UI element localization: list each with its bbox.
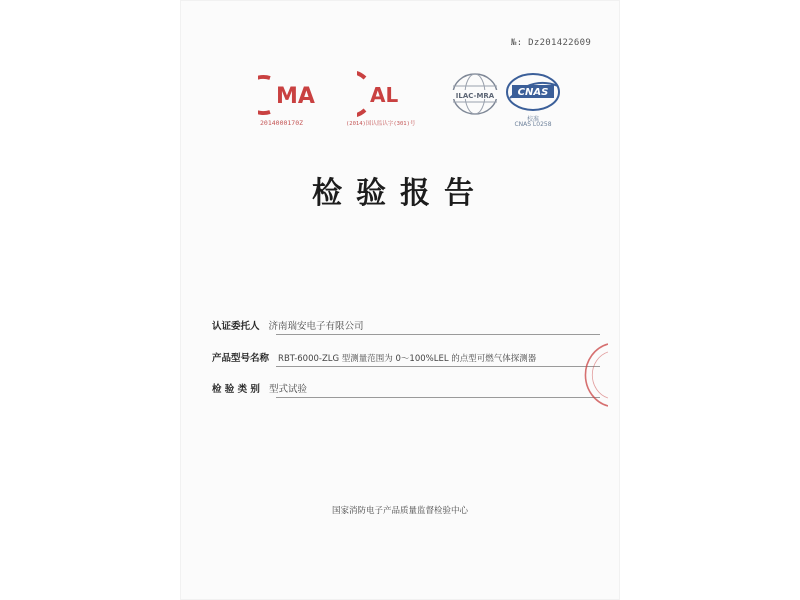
test-type-label: 检 验 类 别 bbox=[212, 384, 260, 395]
product-value: RBT-6000-ZLG 型测量范围为 0～100%LEL 的点型可燃气体探测器 bbox=[278, 354, 537, 364]
cal-mark-text: AL bbox=[370, 83, 399, 107]
cnas-sub-label: 校准 bbox=[526, 116, 539, 123]
client-label: 认证委托人 bbox=[212, 321, 260, 332]
ilac-text: ILAC-MRA bbox=[455, 92, 495, 100]
cma-mark-icon bbox=[258, 72, 328, 118]
cal-mark-icon bbox=[357, 68, 407, 120]
cnas-logo bbox=[502, 70, 564, 114]
report-number: №: Dz201422609 bbox=[511, 38, 592, 48]
product-underline bbox=[276, 366, 600, 367]
cnas-code: CNAS L0258 bbox=[514, 121, 552, 128]
cma-mark-text: MA bbox=[276, 84, 315, 109]
product-label: 产品型号名称 bbox=[212, 353, 270, 364]
client-underline bbox=[276, 334, 600, 335]
cnas-mark-icon bbox=[502, 70, 564, 114]
issuing-organization: 国家消防电子产品质量监督检验中心 bbox=[331, 506, 468, 516]
client-field bbox=[212, 318, 596, 332]
cnas-text: CNAS bbox=[517, 87, 549, 98]
ilac-mra-logo bbox=[447, 70, 503, 118]
cal-code: (2014)国认监认字(301)号 bbox=[346, 121, 416, 127]
page-title: 检验报告 bbox=[312, 176, 488, 211]
client-value: 济南瑞安电子有限公司 bbox=[268, 321, 364, 332]
side-seal-icon bbox=[574, 340, 608, 410]
cma-code: 2014000170Z bbox=[260, 119, 304, 127]
cal-logo bbox=[357, 68, 407, 120]
ilac-globe-icon bbox=[447, 70, 503, 118]
test-type-field bbox=[212, 381, 596, 395]
cma-logo bbox=[258, 72, 328, 118]
test-type-underline bbox=[276, 397, 600, 398]
product-field bbox=[212, 350, 596, 364]
test-type-value: 型式试验 bbox=[268, 384, 307, 395]
